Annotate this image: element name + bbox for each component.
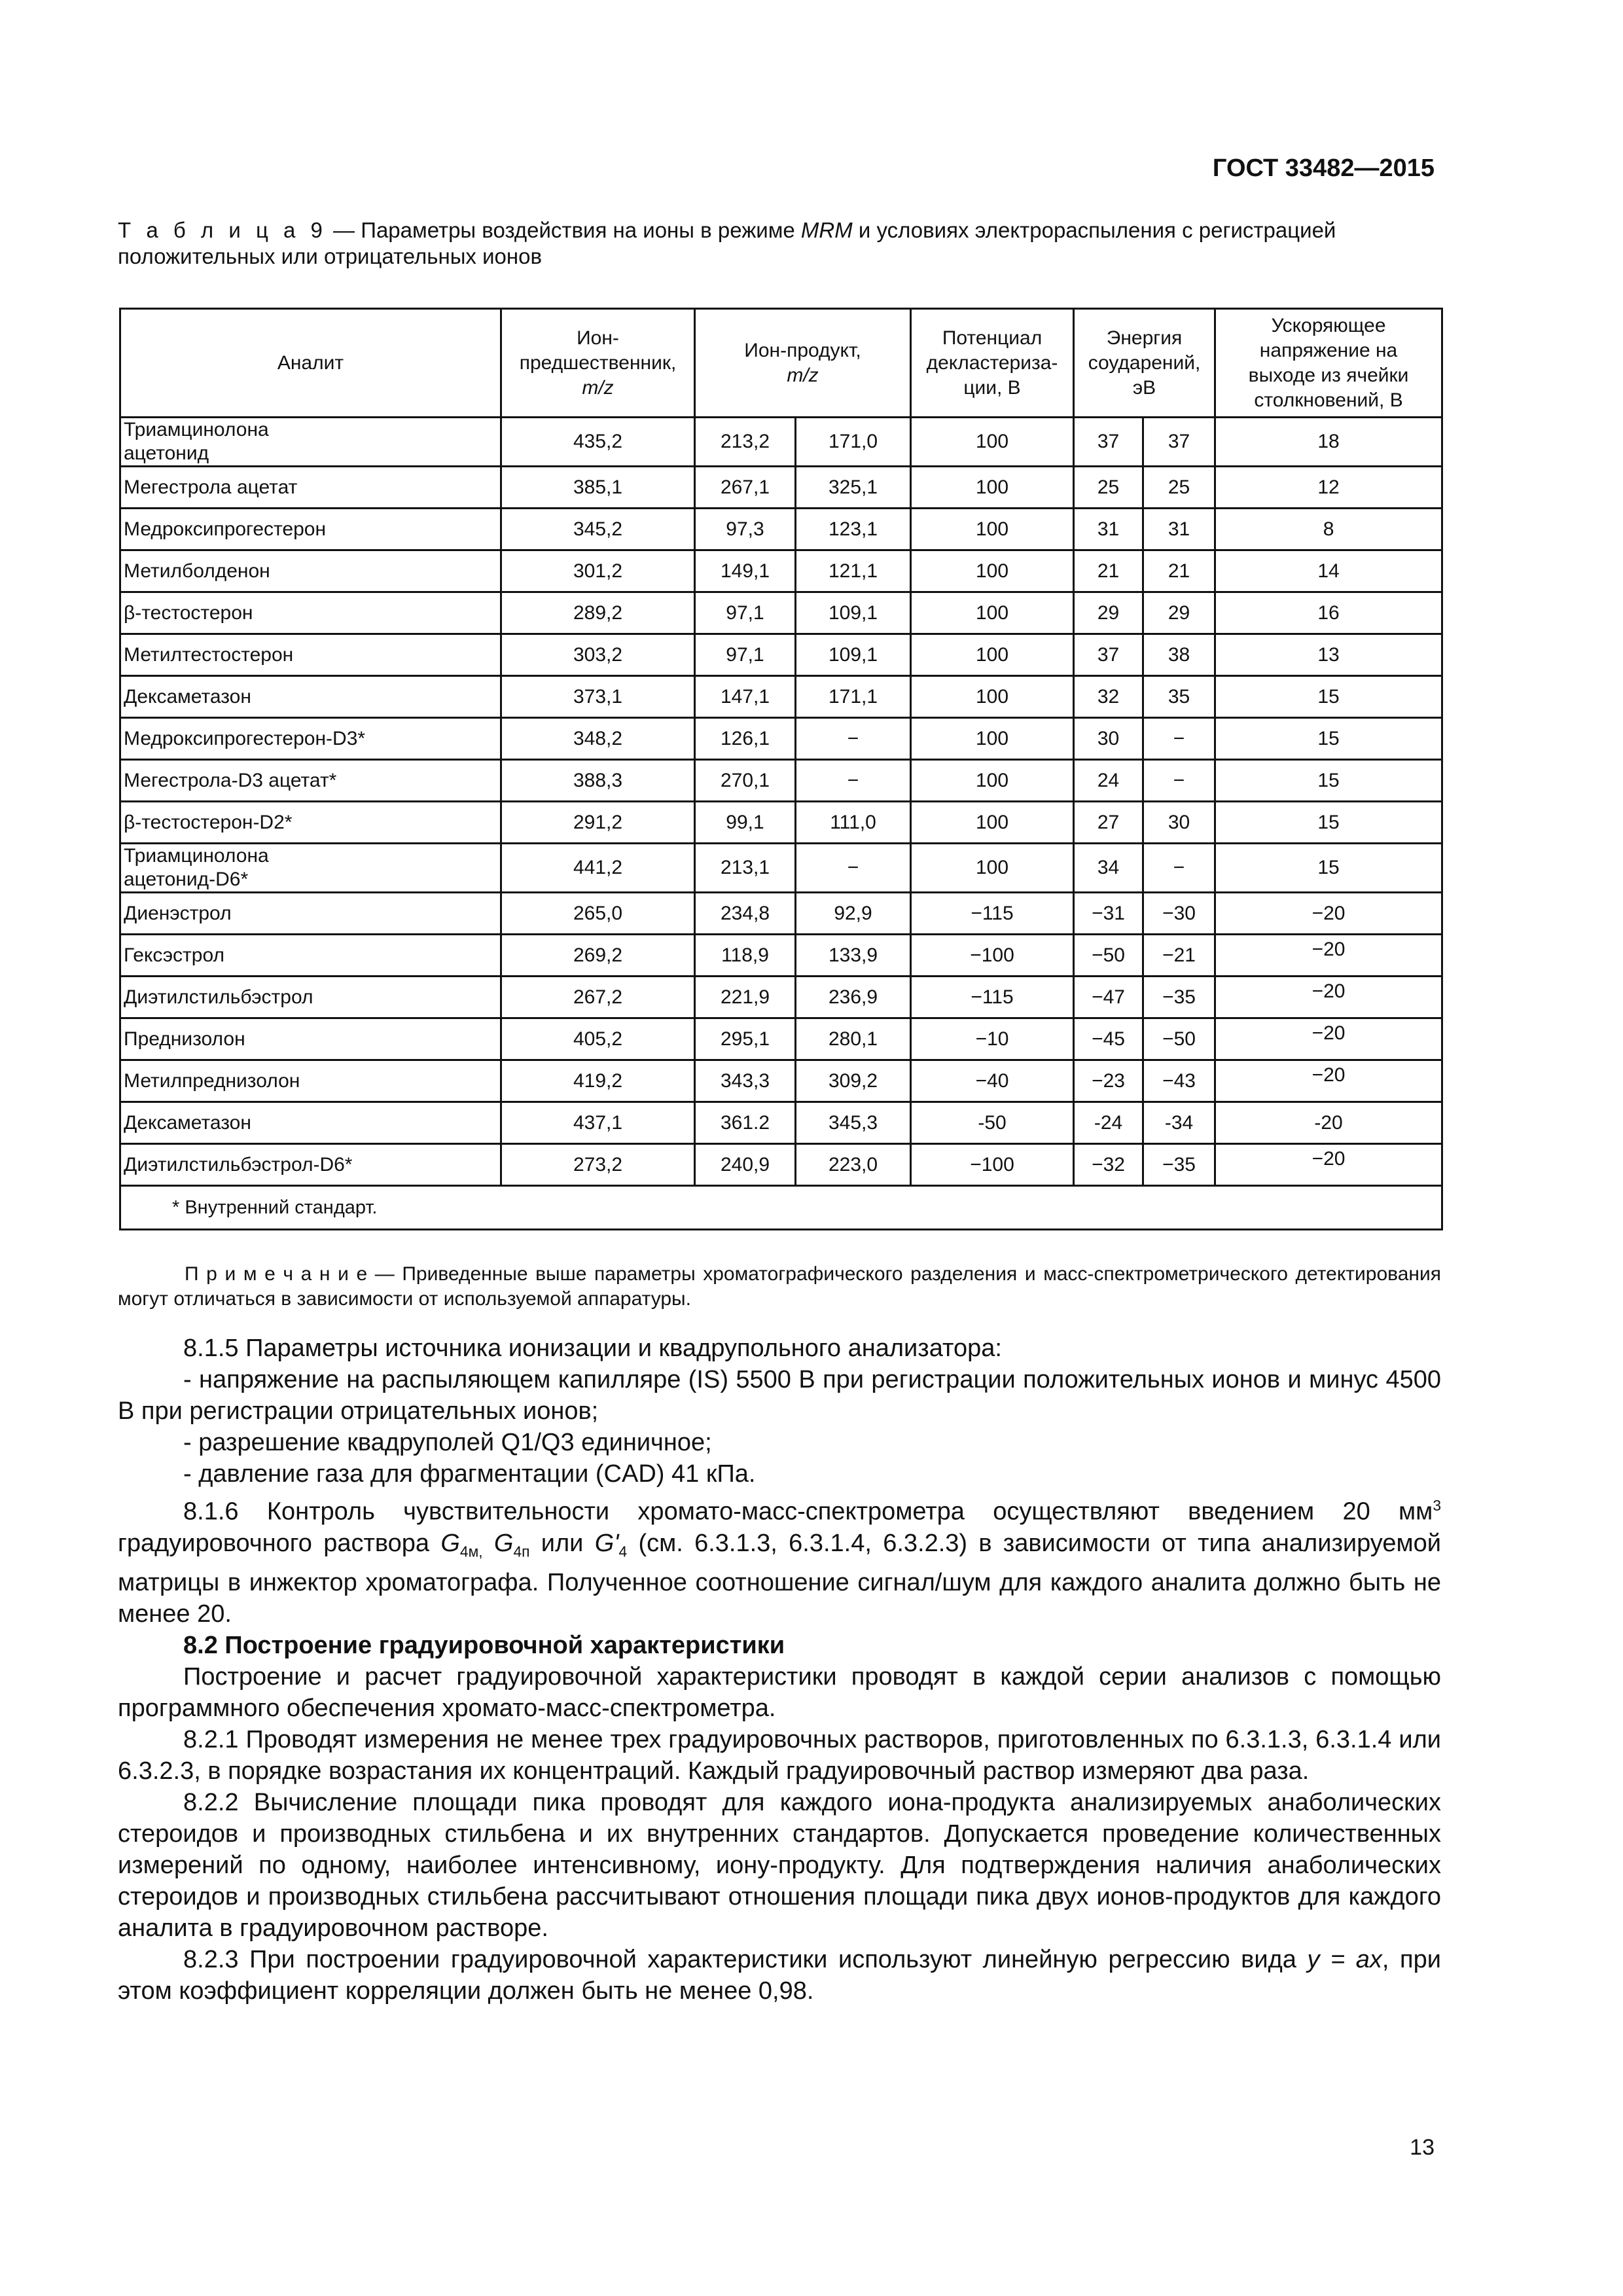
declustering-cell: −100 <box>911 1144 1074 1186</box>
table-caption <box>118 217 1441 270</box>
paragraph-8-1-6: 8.1.6 Контроль чувствительности хромато-масс-спектрометра осуществляют введением 20 $мм^3$ градуировочного раствора $G_{4м,}$ $G_{4п}$ или $G'_4$ (см. 6.3.1.3, 6.3.1.4, 6.3.2.3) в зависимости от типа анализируемой матрицы в инжектор хроматографа. Полученное соотношение сигнал/шум для каждого аналита должно быть не менее 20. <box>118 1497 1441 1628</box>
collision2-cell: − <box>1143 844 1215 893</box>
product1-cell: 213,2 <box>695 418 796 467</box>
paragraph-8-2-2: 8.2.2 Вычисление площади пика проводят для каждого иона-продукта анализируемых анаболических стероидов и производных стильбена и их внутренних стандартов. Допускается проведение количественных измерений по одному, наиболее интенсивному, иону-продукту. Для подтверждения наличия анаболических стероидов и производных стильбена рассчитывают отношения площади пика двух ионов-продуктов для каждого аналита в градуировочном растворе. <box>118 1789 1441 1943</box>
caption-text-before: — Параметры воздействия на ионы в режиме <box>327 218 801 242</box>
precursor-cell: 265,0 <box>501 893 695 935</box>
collision1-cell: 24 <box>1074 760 1143 802</box>
exit-voltage-cell: 13 <box>1215 634 1442 676</box>
analyte-cell: Метилтестостерон <box>120 634 501 676</box>
analyte-cell: Гексэстрол <box>120 935 501 977</box>
declustering-cell: −40 <box>911 1060 1074 1102</box>
product2-cell: 133,9 <box>796 935 911 977</box>
bullet-resolution: - разрешение квадруполей Q1/Q3 единичное; <box>183 1429 712 1456</box>
precursor-cell: 273,2 <box>501 1144 695 1186</box>
paragraph-8-2-3: 8.2.3 При построении градуировочной характеристики используют линейную регрессию вида y = ax, при этом коэффициент корреляции должен быть не менее 0,98. <box>118 1946 1441 2005</box>
collision1-cell: 27 <box>1074 802 1143 844</box>
body-text <box>118 1333 1441 2007</box>
table-row <box>120 467 1442 509</box>
table-row <box>120 550 1442 592</box>
table-row <box>120 844 1442 893</box>
product1-cell: 147,1 <box>695 676 796 718</box>
section-heading-8-2: 8.2 Построение градуировочной характеристики <box>183 1632 785 1660</box>
paragraph-8-2: Построение и расчет градуировочной характеристики проводят в каждой серии анализов с помощью программного обеспечения хромато-масс-спектрометра. <box>118 1663 1441 1723</box>
collision2-cell: − <box>1143 718 1215 760</box>
precursor-cell: 388,3 <box>501 760 695 802</box>
product1-cell: 213,1 <box>695 844 796 893</box>
analyte-cell: Диэтилстильбэстрол-D6* <box>120 1144 501 1186</box>
exit-voltage-cell: −20 <box>1215 1018 1442 1060</box>
declustering-cell: 100 <box>911 802 1074 844</box>
product2-cell: − <box>796 760 911 802</box>
collision1-cell: 37 <box>1074 634 1143 676</box>
exit-voltage-cell: −20 <box>1215 977 1442 1018</box>
declustering-cell: 100 <box>911 844 1074 893</box>
precursor-cell: 267,2 <box>501 977 695 1018</box>
caption-mode: MRM <box>800 218 853 242</box>
table-footnote: * Внутренний стандарт. <box>120 1186 1442 1230</box>
table-row <box>120 1102 1442 1144</box>
table-header-row <box>120 309 1442 418</box>
precursor-cell: 405,2 <box>501 1018 695 1060</box>
exit-voltage-cell: −20 <box>1215 935 1442 977</box>
declustering-cell: 100 <box>911 467 1074 509</box>
collision1-cell: -24 <box>1074 1102 1143 1144</box>
table-row <box>120 935 1442 977</box>
declustering-cell: 100 <box>911 760 1074 802</box>
product2-cell: 223,0 <box>796 1144 911 1186</box>
analyte-cell: Мегестрола ацетат <box>120 467 501 509</box>
collision2-cell: −35 <box>1143 1144 1215 1186</box>
table-row <box>120 977 1442 1018</box>
precursor-cell: 348,2 <box>501 718 695 760</box>
collision2-cell: −35 <box>1143 977 1215 1018</box>
header-exit-voltage: Ускоряющее напряжение на выходе из ячейки столкновений, В <box>1215 309 1442 418</box>
collision2-cell: −50 <box>1143 1018 1215 1060</box>
product1-cell: 97,3 <box>695 509 796 550</box>
exit-voltage-cell: −20 <box>1215 1144 1442 1186</box>
collision1-cell: −23 <box>1074 1060 1143 1102</box>
table-row <box>120 1018 1442 1060</box>
declustering-cell: −100 <box>911 935 1074 977</box>
product2-cell: 109,1 <box>796 592 911 634</box>
exit-voltage-cell: 15 <box>1215 802 1442 844</box>
analyte-cell: β-тестостерон <box>120 592 501 634</box>
exit-voltage-cell: 15 <box>1215 844 1442 893</box>
collision2-cell: 25 <box>1143 467 1215 509</box>
header-declustering: Потенциал декластериза- ции, В <box>911 309 1074 418</box>
exit-voltage-cell: −20 <box>1215 1060 1442 1102</box>
precursor-cell: 437,1 <box>501 1102 695 1144</box>
declustering-cell: 100 <box>911 592 1074 634</box>
table-note <box>118 1262 1441 1312</box>
product1-cell: 343,3 <box>695 1060 796 1102</box>
precursor-cell: 291,2 <box>501 802 695 844</box>
analyte-cell: β-тестостерон-D2* <box>120 802 501 844</box>
precursor-cell: 373,1 <box>501 676 695 718</box>
collision2-cell: − <box>1143 760 1215 802</box>
product1-cell: 118,9 <box>695 935 796 977</box>
product1-cell: 361.2 <box>695 1102 796 1144</box>
product1-cell: 267,1 <box>695 467 796 509</box>
collision2-cell: 37 <box>1143 418 1215 467</box>
standard-number: ГОСТ 33482—2015 <box>1212 154 1435 182</box>
product1-cell: 97,1 <box>695 592 796 634</box>
table-footnote-row <box>120 1186 1442 1230</box>
collision2-cell: 21 <box>1143 550 1215 592</box>
product1-cell: 234,8 <box>695 893 796 935</box>
collision1-cell: 37 <box>1074 418 1143 467</box>
paragraph-8-1-5: 8.1.5 Параметры источника ионизации и квадрупольного анализатора: <box>183 1335 1002 1362</box>
product2-cell: − <box>796 844 911 893</box>
table-row <box>120 676 1442 718</box>
analyte-cell: Диэтилстильбэстрол <box>120 977 501 1018</box>
product2-cell: 171,1 <box>796 676 911 718</box>
product1-cell: 240,9 <box>695 1144 796 1186</box>
analyte-cell: Медроксипрогестерон <box>120 509 501 550</box>
exit-voltage-cell: 8 <box>1215 509 1442 550</box>
paragraph-8-2-1: 8.2.1 Проводят измерения не менее трех градуировочных растворов, приготовленных по 6.3.1.3, 6.3.1.4 или 6.3.2.3, в порядке возрастания их концентраций. Каждый градуировочный раствор измеряют два раза. <box>118 1726 1441 1785</box>
product2-cell: 111,0 <box>796 802 911 844</box>
exit-voltage-cell: 15 <box>1215 718 1442 760</box>
collision1-cell: 21 <box>1074 550 1143 592</box>
collision1-cell: 30 <box>1074 718 1143 760</box>
collision2-cell: −30 <box>1143 893 1215 935</box>
analyte-cell: Медроксипрогестерон-D3* <box>120 718 501 760</box>
analyte-cell: Дексаметазон <box>120 676 501 718</box>
declustering-cell: −115 <box>911 977 1074 1018</box>
table-row <box>120 634 1442 676</box>
analyte-cell: Дексаметазон <box>120 1102 501 1144</box>
product1-cell: 99,1 <box>695 802 796 844</box>
analyte-cell: Триамцинолона ацетонид <box>120 418 501 467</box>
collision2-cell: 30 <box>1143 802 1215 844</box>
product2-cell: 171,0 <box>796 418 911 467</box>
exit-voltage-cell: 16 <box>1215 592 1442 634</box>
exit-voltage-cell: 18 <box>1215 418 1442 467</box>
product2-cell: 309,2 <box>796 1060 911 1102</box>
declustering-cell: 100 <box>911 550 1074 592</box>
bullet-gas-pressure: - давление газа для фрагментации (CAD) 41 кПа. <box>183 1460 756 1488</box>
collision2-cell: 31 <box>1143 509 1215 550</box>
collision2-cell: −43 <box>1143 1060 1215 1102</box>
declustering-cell: 100 <box>911 418 1074 467</box>
header-collision-energy: Энергия соударений, эВ <box>1074 309 1215 418</box>
collision1-cell: 34 <box>1074 844 1143 893</box>
precursor-cell: 385,1 <box>501 467 695 509</box>
declustering-cell: 100 <box>911 509 1074 550</box>
product2-cell: 325,1 <box>796 467 911 509</box>
table-row <box>120 592 1442 634</box>
declustering-cell: 100 <box>911 718 1074 760</box>
product2-cell: 123,1 <box>796 509 911 550</box>
collision2-cell: 38 <box>1143 634 1215 676</box>
collision1-cell: −32 <box>1074 1144 1143 1186</box>
caption-text-after: и условиях электрораспыления с регистрацией положительных или отрицательных ионов <box>118 218 1336 268</box>
declustering-cell: 100 <box>911 676 1074 718</box>
exit-voltage-cell: −20 <box>1215 893 1442 935</box>
collision1-cell: 25 <box>1074 467 1143 509</box>
product1-cell: 149,1 <box>695 550 796 592</box>
header-analyte: Аналит <box>120 309 501 418</box>
product1-cell: 126,1 <box>695 718 796 760</box>
analyte-cell: Преднизолон <box>120 1018 501 1060</box>
page-number: 13 <box>1410 2135 1435 2160</box>
table-row <box>120 760 1442 802</box>
declustering-cell: -50 <box>911 1102 1074 1144</box>
analyte-cell: Метилболденон <box>120 550 501 592</box>
collision1-cell: −45 <box>1074 1018 1143 1060</box>
product2-cell: 345,3 <box>796 1102 911 1144</box>
product2-cell: 121,1 <box>796 550 911 592</box>
precursor-cell: 289,2 <box>501 592 695 634</box>
product2-cell: 92,9 <box>796 893 911 935</box>
bullet-capillary-voltage: - напряжение на распыляющем капилляре (IS) 5500 В при регистрации положительных ионов и минус 4500 В при регистрации отрицательных ионов; <box>118 1366 1441 1425</box>
product2-cell: 280,1 <box>796 1018 911 1060</box>
collision1-cell: −31 <box>1074 893 1143 935</box>
table-row <box>120 893 1442 935</box>
collision2-cell: -34 <box>1143 1102 1215 1144</box>
collision1-cell: 32 <box>1074 676 1143 718</box>
analyte-cell: Метилпреднизолон <box>120 1060 501 1102</box>
collision1-cell: −47 <box>1074 977 1143 1018</box>
product2-cell: − <box>796 718 911 760</box>
collision1-cell: 31 <box>1074 509 1143 550</box>
table-row <box>120 1144 1442 1186</box>
declustering-cell: −115 <box>911 893 1074 935</box>
declustering-cell: −10 <box>911 1018 1074 1060</box>
precursor-cell: 303,2 <box>501 634 695 676</box>
precursor-cell: 441,2 <box>501 844 695 893</box>
table-row <box>120 509 1442 550</box>
precursor-cell: 435,2 <box>501 418 695 467</box>
product2-cell: 109,1 <box>796 634 911 676</box>
exit-voltage-cell: 15 <box>1215 760 1442 802</box>
exit-voltage-cell: 14 <box>1215 550 1442 592</box>
header-precursor: Ион- предшественник, m/z <box>501 309 695 418</box>
collision2-cell: −21 <box>1143 935 1215 977</box>
table-row <box>120 718 1442 760</box>
declustering-cell: 100 <box>911 634 1074 676</box>
collision2-cell: 35 <box>1143 676 1215 718</box>
note-label: П р и м е ч а н и е <box>185 1263 368 1285</box>
table-row <box>120 1060 1442 1102</box>
precursor-cell: 419,2 <box>501 1060 695 1102</box>
exit-voltage-cell: -20 <box>1215 1102 1442 1144</box>
analyte-cell: Диенэстрол <box>120 893 501 935</box>
analyte-cell: Триамцинолона ацетонид-D6* <box>120 844 501 893</box>
collision2-cell: 29 <box>1143 592 1215 634</box>
product1-cell: 97,1 <box>695 634 796 676</box>
product1-cell: 270,1 <box>695 760 796 802</box>
header-product: Ион-продукт, m/z <box>695 309 911 418</box>
table-row <box>120 802 1442 844</box>
precursor-cell: 345,2 <box>501 509 695 550</box>
exit-voltage-cell: 15 <box>1215 676 1442 718</box>
exit-voltage-cell: 12 <box>1215 467 1442 509</box>
product1-cell: 295,1 <box>695 1018 796 1060</box>
precursor-cell: 301,2 <box>501 550 695 592</box>
product2-cell: 236,9 <box>796 977 911 1018</box>
parameters-table <box>119 308 1443 1230</box>
analyte-cell: Мегестрола-D3 ацетат* <box>120 760 501 802</box>
collision1-cell: −50 <box>1074 935 1143 977</box>
caption-prefix: Т а б л и ц а 9 <box>118 218 327 242</box>
product1-cell: 221,9 <box>695 977 796 1018</box>
precursor-cell: 269,2 <box>501 935 695 977</box>
note-text: — Приведенные выше параметры хроматографического разделения и масс-спектрометрического детектирования могут отличаться в зависимости от используемой аппаратуры. <box>118 1263 1442 1310</box>
table-row <box>120 418 1442 467</box>
collision1-cell: 29 <box>1074 592 1143 634</box>
